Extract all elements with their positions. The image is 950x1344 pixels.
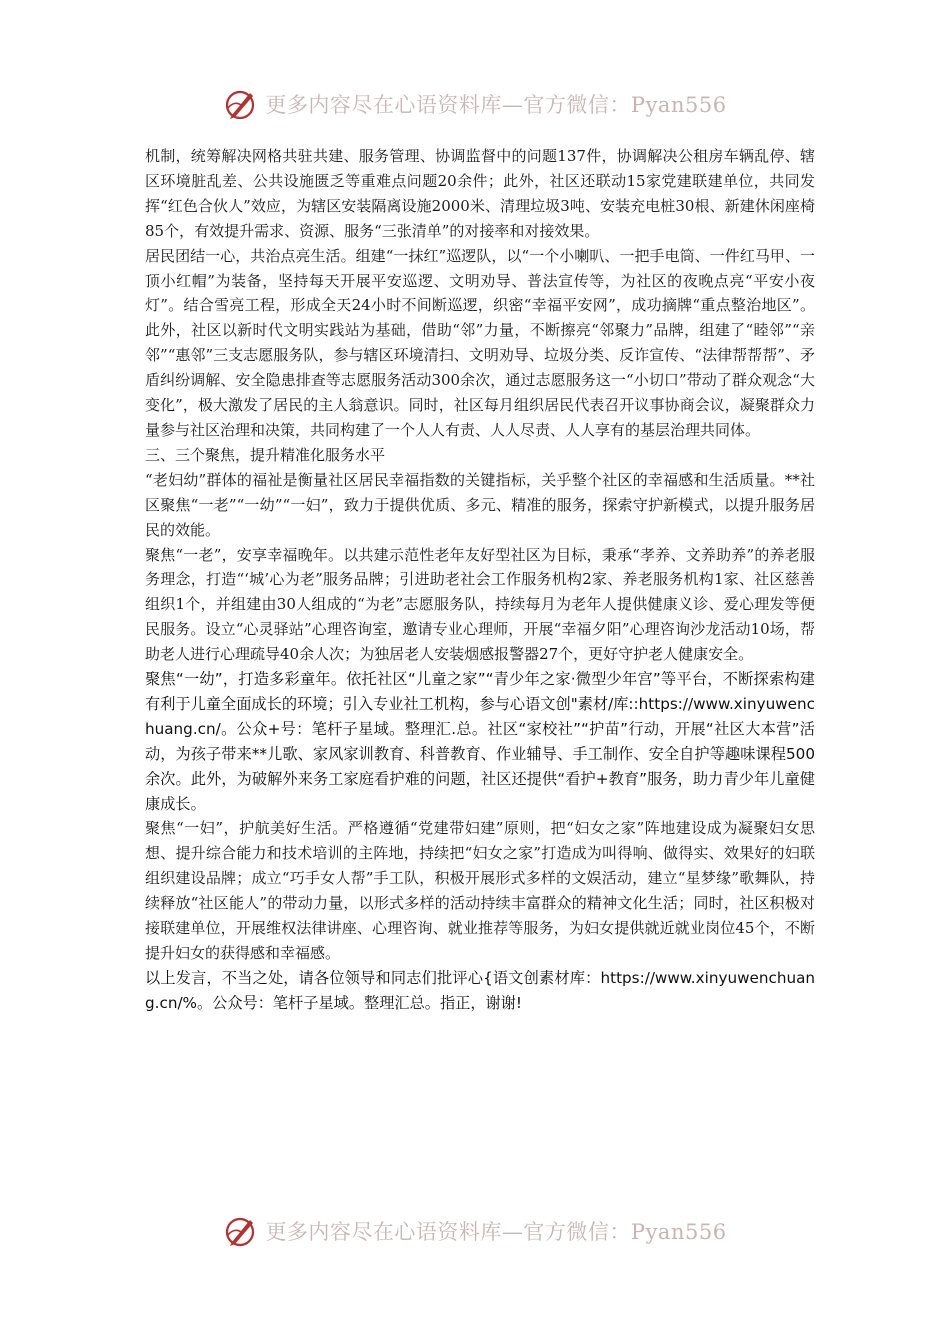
banner-text: 更多内容尽在心语资料库—官方微信：Pyan556 — [265, 1220, 727, 1244]
pen-logo-icon — [223, 86, 259, 122]
paragraph-residents-unite: 居民团结一心，共治点亮生活。组建“一抹红”巡逻队，以“一个小喇叭、一把手电筒、一件红马甲、一顶小红帽”为装备，坚持每天开展平安巡逻、文明劝导、普法宣传等，为社区的夜晚点亮“平安小夜灯”。结合雪亮工程，形成全天24小时不间断巡逻，织密“幸福平安网”，成功摘牌“重点整治地区”。此外，社区以新时代文明实践站为基础，借助“邻”力量，不断擦亮“邻聚力”品牌，组建了“睦邻”“亲邻”“惠邻”三支志愿服务队，参与辖区环境清扫、文明劝导、垃圾分类、反诈宣传、“法律帮帮帮”、矛盾纠纷调解、安全隐患排查等志愿服务活动300余次，通过志愿服务这一“小切口”带动了群众观念“大变化”，极大激发了居民的主人翁意识。同时，社区每月组织居民代表召开议事协商会议，凝聚群众力量参与社区治理和决策，共同构建了一个人人有责、人人尽责、人人享有的基层治理共同体。 — [145, 246, 815, 439]
paragraph-closing-remarks: 以上发言，不当之处，请各位领导和同志们批评心{语文创素材库：https://www.xinyuwenchuang.cn/%。公众号：笔杆子星域。整理汇总。指正，谢谢! — [145, 968, 815, 1012]
paragraph-old-women-children: “老妇幼”群体的福祉是衡量社区居民幸福指数的关键指标，关乎整个社区的幸福感和生活质量。**社区聚焦“一老”“一幼”“一妇”，致力于提供优质、多元、精准的服务，探索守护新模式，以提升服务居民的效能。 — [145, 470, 815, 539]
header-watermark-banner — [0, 84, 950, 124]
paragraph-focus-elderly: 聚焦“一老”，安享幸福晚年。以共建示范性老年友好型社区为目标，秉承“孝养、文养助养”的养老服务理念，打造“‘城’心为老”服务品牌；引进助老社会工作服务机构2家、养老服务机构1家、社区慈善组织1个，并组建由30人组成的“为老”志愿服务队，持续每月为老年人提供健康义诊、爱心理发等便民服务。设立“心灵驿站”心理咨询室，邀请专业心理师，开展“幸福夕阳”心理咨询沙龙活动10场，帮助老人进行心理疏导40余人次；为独居老人安装烟感报警器27个，更好守护老人健康安全。 — [145, 545, 815, 664]
footer-watermark-banner — [0, 1211, 950, 1251]
paragraph-focus-women: 聚焦“一妇”，护航美好生活。严格遵循“党建带妇建”原则，把“妇女之家”阵地建设成为凝聚妇女思想、提升综合能力和技术培训的主阵地，持续把“妇女之家”打造成为叫得响、做得实、效果好的妇联组织建设品牌；成立“巧手女人帮”手工队，积极开展形式多样的文娱活动，建立“星梦缘”歌舞队，持续释放“社区能人”的带动力量，以形式多样的活动持续丰富群众的精神文化生活；同时，社区积极对接联建单位，开展维权法律讲座、心理咨询、就业推荐等服务，为妇女提供就近就业岗位45个，不断提升妇女的获得感和幸福感。 — [145, 819, 815, 962]
pen-logo-icon — [223, 1213, 259, 1249]
banner-text: 更多内容尽在心语资料库—官方微信：Pyan556 — [265, 93, 727, 117]
section-heading-three-focuses: 三、三个聚焦，提升精准化服务水平 — [145, 445, 386, 464]
paragraph-mechanism: 机制，统筹解决网格共驻共建、服务管理、协调监督中的问题137件，协调解决公租房车辆乱停、辖区环境脏乱差、公共设施匮乏等重难点问题20余件；此外，社区还联动15家党建联建单位，共同发挥“红色合伙人”效应，为辖区安装隔离设施2000米、清理垃圾3吨、安装充电桩30根、新建休闲座椅85个，有效提升需求、资源、服务“三张清单”的对接率和对接效果。 — [145, 147, 815, 240]
document-body — [145, 144, 815, 1016]
paragraph-focus-children: 聚焦“一幼”，打造多彩童年。依托社区“儿童之家”“青少年之家·微型少年宫”等平台，不断探索构建有利于儿童全面成长的环境；引入专业社工机构，参与心语文创"素材/库::https://www.xinyuwenchuang.cn/。公众+号：笔杆子星域。整理汇.总。社区“家校社”“护苗”行动，开展“社区大本营”活动，为孩子带来**儿歌、家风家训教育、科普教育、作业辅导、手工制作、安全自护等趣味课程500余次。此外，为破解外来务工家庭看护难的问题，社区还提供“看护+教育”服务，助力青少年儿童健康成长。 — [145, 670, 815, 813]
